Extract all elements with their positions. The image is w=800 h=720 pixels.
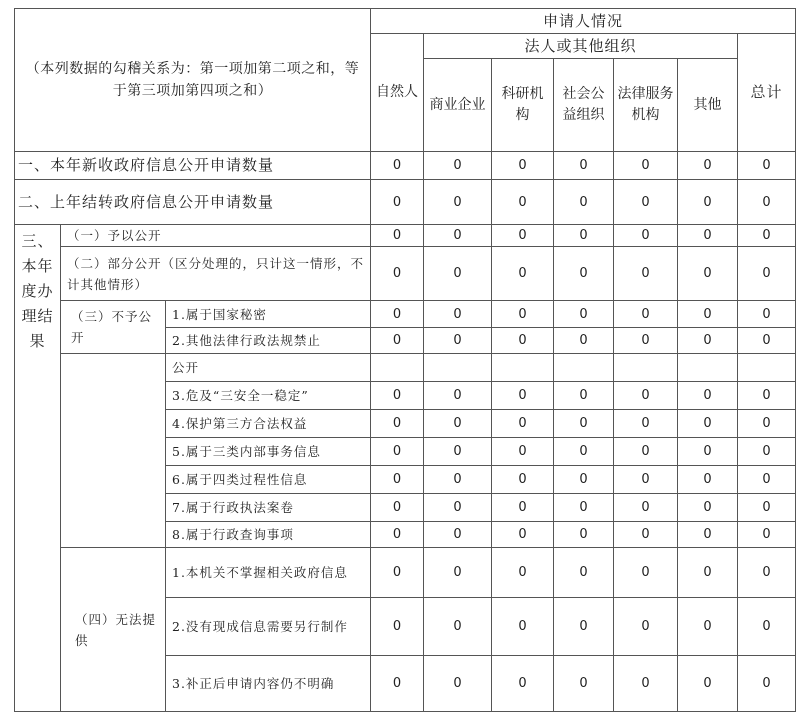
table-row bbox=[15, 301, 796, 328]
group-label-cannot-provide: （四）无法提供 bbox=[61, 548, 166, 712]
cell: 0 bbox=[424, 438, 492, 466]
table-row bbox=[15, 247, 796, 301]
cell: 0 bbox=[424, 152, 492, 180]
cell: 0 bbox=[614, 410, 678, 438]
row-label: 1.属于国家秘密 bbox=[166, 301, 371, 328]
row-label: 2.没有现成信息需要另行制作 bbox=[166, 598, 371, 656]
cell: 0 bbox=[614, 494, 678, 522]
cell: 0 bbox=[614, 382, 678, 410]
cell: 0 bbox=[678, 247, 738, 301]
cell: 0 bbox=[371, 382, 424, 410]
cell: 0 bbox=[554, 548, 614, 598]
header-natural-person: 自然人 bbox=[371, 34, 424, 152]
cell: 0 bbox=[554, 382, 614, 410]
cell: 0 bbox=[738, 180, 796, 225]
cell: 0 bbox=[614, 438, 678, 466]
cell: 0 bbox=[371, 180, 424, 225]
cell: 0 bbox=[371, 598, 424, 656]
disclosure-statistics-table bbox=[14, 8, 796, 712]
cell: 0 bbox=[554, 656, 614, 712]
cell: 0 bbox=[424, 247, 492, 301]
row-label: （二）部分公开（区分处理的，只计这一情形，不计其他情形） bbox=[61, 247, 371, 301]
row-label: 一、本年新收政府信息公开申请数量 bbox=[15, 152, 371, 180]
cell: 0 bbox=[614, 548, 678, 598]
cell bbox=[614, 354, 678, 382]
cell: 0 bbox=[554, 225, 614, 247]
cell: 0 bbox=[678, 152, 738, 180]
cell: 0 bbox=[738, 656, 796, 712]
cell: 0 bbox=[678, 301, 738, 328]
cell: 0 bbox=[424, 180, 492, 225]
row-label: 6.属于四类过程性信息 bbox=[166, 466, 371, 494]
cell: 0 bbox=[371, 225, 424, 247]
cell: 0 bbox=[492, 180, 554, 225]
cell: 0 bbox=[554, 301, 614, 328]
header-total: 总计 bbox=[738, 34, 796, 152]
row-label: 3.补正后申请内容仍不明确 bbox=[166, 656, 371, 712]
cell: 0 bbox=[678, 656, 738, 712]
cell: 0 bbox=[371, 247, 424, 301]
table-row bbox=[15, 354, 796, 382]
cell: 0 bbox=[492, 247, 554, 301]
cell: 0 bbox=[424, 225, 492, 247]
cell: 0 bbox=[492, 301, 554, 328]
cell: 0 bbox=[678, 328, 738, 354]
cell: 0 bbox=[492, 494, 554, 522]
row-label: 1.本机关不掌握相关政府信息 bbox=[166, 548, 371, 598]
cell: 0 bbox=[371, 548, 424, 598]
cell: 0 bbox=[371, 301, 424, 328]
cell: 0 bbox=[554, 466, 614, 494]
cell: 0 bbox=[738, 225, 796, 247]
cell bbox=[371, 354, 424, 382]
cell: 0 bbox=[371, 466, 424, 494]
cell: 0 bbox=[492, 598, 554, 656]
cell: 0 bbox=[424, 328, 492, 354]
cell: 0 bbox=[371, 328, 424, 354]
cell: 0 bbox=[371, 152, 424, 180]
cell bbox=[554, 354, 614, 382]
cell: 0 bbox=[492, 438, 554, 466]
cell: 0 bbox=[371, 656, 424, 712]
cell: 0 bbox=[678, 598, 738, 656]
table-row bbox=[15, 225, 796, 247]
row-label: 2.其他法律行政法规禁止 bbox=[166, 328, 371, 354]
group-continuation-cell bbox=[61, 354, 166, 548]
cell bbox=[424, 354, 492, 382]
row-label: 公开 bbox=[166, 354, 371, 382]
cell: 0 bbox=[614, 301, 678, 328]
cell bbox=[678, 354, 738, 382]
table-row bbox=[15, 180, 796, 225]
cell: 0 bbox=[738, 301, 796, 328]
cell: 0 bbox=[492, 522, 554, 548]
header-org-group: 法人或其他组织 bbox=[424, 34, 738, 59]
cell: 0 bbox=[614, 225, 678, 247]
cell: 0 bbox=[678, 548, 738, 598]
cell: 0 bbox=[678, 382, 738, 410]
row-label: 7.属于行政执法案卷 bbox=[166, 494, 371, 522]
row-label: 5.属于三类内部事务信息 bbox=[166, 438, 371, 466]
header-public-welfare: 社会公益组织 bbox=[554, 59, 614, 152]
cell: 0 bbox=[614, 180, 678, 225]
cell: 0 bbox=[492, 225, 554, 247]
cell: 0 bbox=[678, 438, 738, 466]
header-applicant-situation: 申请人情况 bbox=[371, 9, 796, 34]
cell: 0 bbox=[738, 382, 796, 410]
cell: 0 bbox=[492, 548, 554, 598]
cell: 0 bbox=[614, 656, 678, 712]
header-other: 其他 bbox=[678, 59, 738, 152]
cell: 0 bbox=[678, 466, 738, 494]
cell: 0 bbox=[492, 466, 554, 494]
cell: 0 bbox=[492, 382, 554, 410]
cell: 0 bbox=[554, 494, 614, 522]
cell: 0 bbox=[371, 522, 424, 548]
header-commercial: 商业企业 bbox=[424, 59, 492, 152]
table-row bbox=[15, 548, 796, 598]
cell: 0 bbox=[492, 656, 554, 712]
cell: 0 bbox=[738, 438, 796, 466]
group-label-not-disclosed: （三）不予公开 bbox=[61, 301, 166, 354]
row-label: 8.属于行政查询事项 bbox=[166, 522, 371, 548]
cell: 0 bbox=[424, 410, 492, 438]
cell: 0 bbox=[678, 522, 738, 548]
cell: 0 bbox=[554, 152, 614, 180]
cell: 0 bbox=[554, 328, 614, 354]
cell: 0 bbox=[424, 466, 492, 494]
cell: 0 bbox=[371, 438, 424, 466]
cell: 0 bbox=[424, 598, 492, 656]
cell: 0 bbox=[424, 548, 492, 598]
section-three-label: 三、本年度办理结果 bbox=[15, 225, 61, 712]
cell: 0 bbox=[678, 225, 738, 247]
cell: 0 bbox=[371, 494, 424, 522]
row-label: 3.危及“三安全一稳定” bbox=[166, 382, 371, 410]
cell: 0 bbox=[424, 656, 492, 712]
cell: 0 bbox=[738, 548, 796, 598]
cell bbox=[492, 354, 554, 382]
cell: 0 bbox=[614, 522, 678, 548]
cell: 0 bbox=[554, 247, 614, 301]
header-research: 科研机构 bbox=[492, 59, 554, 152]
cell: 0 bbox=[738, 466, 796, 494]
cell: 0 bbox=[738, 152, 796, 180]
cell: 0 bbox=[492, 328, 554, 354]
header-description: （本列数据的勾稽关系为：第一项加第二项之和，等于第三项加第四项之和） bbox=[15, 9, 371, 152]
cell: 0 bbox=[424, 522, 492, 548]
row-label: 4.保护第三方合法权益 bbox=[166, 410, 371, 438]
cell: 0 bbox=[738, 494, 796, 522]
cell: 0 bbox=[492, 152, 554, 180]
cell: 0 bbox=[554, 598, 614, 656]
cell: 0 bbox=[554, 522, 614, 548]
cell: 0 bbox=[678, 410, 738, 438]
cell: 0 bbox=[614, 247, 678, 301]
cell: 0 bbox=[554, 410, 614, 438]
table-row bbox=[15, 152, 796, 180]
cell: 0 bbox=[614, 152, 678, 180]
row-label: 二、上年结转政府信息公开申请数量 bbox=[15, 180, 371, 225]
cell: 0 bbox=[738, 328, 796, 354]
cell: 0 bbox=[614, 328, 678, 354]
header-legal-service: 法律服务机构 bbox=[614, 59, 678, 152]
cell: 0 bbox=[738, 410, 796, 438]
cell: 0 bbox=[614, 598, 678, 656]
cell: 0 bbox=[614, 466, 678, 494]
cell: 0 bbox=[424, 382, 492, 410]
cell bbox=[738, 354, 796, 382]
cell: 0 bbox=[371, 410, 424, 438]
cell: 0 bbox=[678, 180, 738, 225]
row-label: （一）予以公开 bbox=[61, 225, 371, 247]
cell: 0 bbox=[424, 494, 492, 522]
cell: 0 bbox=[738, 598, 796, 656]
cell: 0 bbox=[554, 180, 614, 225]
cell: 0 bbox=[678, 494, 738, 522]
cell: 0 bbox=[554, 438, 614, 466]
cell: 0 bbox=[738, 522, 796, 548]
cell: 0 bbox=[492, 410, 554, 438]
cell: 0 bbox=[738, 247, 796, 301]
cell: 0 bbox=[424, 301, 492, 328]
